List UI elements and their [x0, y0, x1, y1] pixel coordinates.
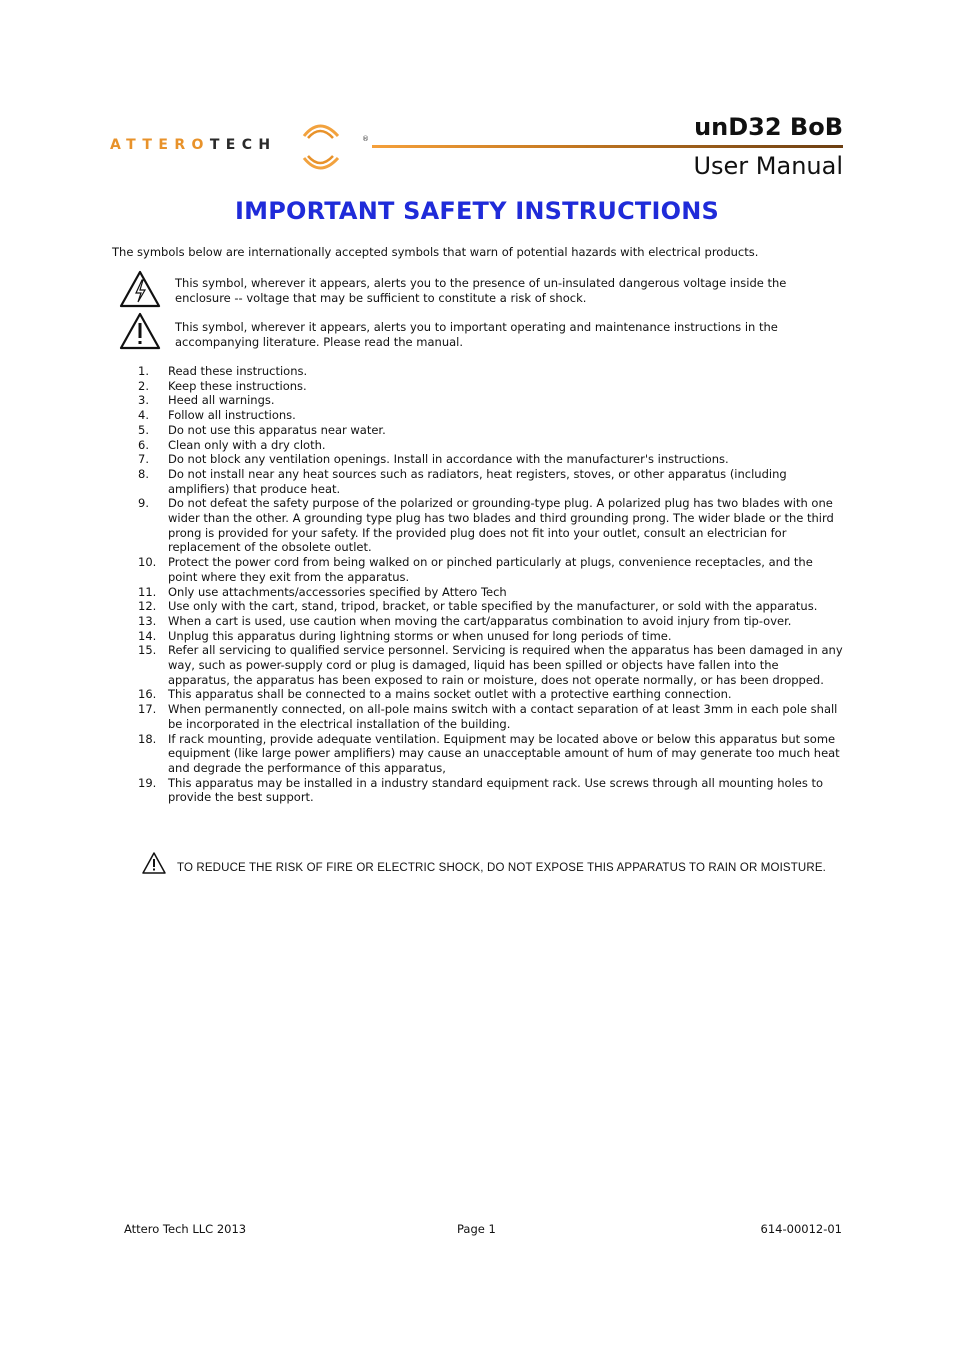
list-item-text: Heed all warnings.: [168, 393, 275, 408]
list-item-number: 11.: [138, 584, 157, 599]
list-item: [138, 702, 843, 731]
list-item-number: 18.: [138, 731, 157, 746]
list-item-number: 8.: [138, 466, 149, 481]
list-item: [138, 555, 843, 584]
caution-icon: [141, 851, 167, 875]
company-logo: [110, 118, 375, 178]
list-item: [138, 599, 843, 614]
list-item-text: Only use attachments/accessories specified by Attero Tech: [168, 584, 507, 599]
safety-instructions-list: [138, 364, 843, 805]
list-item-text: Unplug this apparatus during lightning storms or when unused for long periods of time.: [168, 628, 672, 643]
exclamation-warning-icon: [118, 311, 162, 351]
list-item-text: Read these instructions.: [168, 364, 308, 378]
list-item-number: 12.: [138, 599, 157, 614]
list-item-number: 5.: [138, 422, 149, 437]
list-item-number: 13.: [138, 613, 157, 628]
list-item-text: If rack mounting, provide adequate ventilation. Equipment may be located above or below this apparatus but some equipment (like large power amplifiers) may cause an unacceptable amount of hum of may generate too much heat and degrade the performance of this apparatus,: [168, 731, 840, 775]
list-item: [138, 687, 843, 702]
logo-wordmark-attero: ATTERO: [110, 137, 210, 153]
page-heading: IMPORTANT SAFETY INSTRUCTIONS: [235, 197, 719, 225]
list-item-text: Use only with the cart, stand, tripod, bracket, or table specified by the manufacturer, or sold with the apparatus.: [168, 599, 818, 614]
manual-title: User Manual: [693, 152, 843, 180]
list-item: [138, 467, 843, 496]
list-item-number: 9.: [138, 496, 149, 511]
symbol-description-voltage: This symbol, wherever it appears, alerts you to the presence of un-insulated dangerous voltage inside the enclosure -- voltage that may be sufficient to constitute a risk of shock.: [175, 276, 787, 305]
footer-document-number: 614-00012-01: [760, 1222, 842, 1236]
logo-registered-mark: ®: [362, 135, 369, 143]
list-item-text: This apparatus shall be connected to a mains socket outlet with a protective earthing connection.: [168, 687, 732, 702]
list-item: [138, 614, 843, 629]
list-item: [138, 438, 843, 453]
list-item: [138, 629, 843, 644]
list-item: [138, 364, 843, 379]
list-item-text: Follow all instructions.: [168, 408, 296, 423]
list-item-number: 17.: [138, 702, 157, 717]
lightning-warning-icon: [118, 269, 162, 309]
list-item: [138, 496, 843, 555]
list-item-text: Keep these instructions.: [168, 378, 307, 393]
intro-text: The symbols below are internationally accepted symbols that warn of potential hazards with electrical products.: [112, 245, 759, 259]
logo-swoosh-icon: [296, 118, 346, 176]
list-item-number: 16.: [138, 687, 157, 702]
list-item-number: 1.: [138, 364, 149, 378]
list-item-number: 6.: [138, 437, 149, 452]
header-divider: [372, 145, 843, 148]
list-item-text: Do not install near any heat sources such as radiators, heat registers, stoves, or other apparatus (including amplifiers) that produce heat.: [168, 466, 787, 496]
list-item-number: 19.: [138, 775, 157, 790]
fire-shock-warning: TO REDUCE THE RISK OF FIRE OR ELECTRIC SHOCK, DO NOT EXPOSE THIS APPARATUS TO RAIN OR MOISTURE.: [177, 862, 826, 874]
list-item-number: 14.: [138, 628, 157, 643]
list-item-number: 3.: [138, 393, 149, 408]
logo-wordmark-tech: TECH: [209, 137, 277, 153]
list-item-number: 15.: [138, 643, 157, 658]
list-item: [138, 452, 843, 467]
list-item-text: When a cart is used, use caution when moving the cart/apparatus combination to avoid injury from tip-over.: [168, 613, 792, 628]
list-item-text: Protect the power cord from being walked on or pinched particularly at plugs, convenience receptacles, and the point where they exit from the apparatus.: [168, 555, 813, 584]
list-item-text: Do not defeat the safety purpose of the polarized or grounding-type plug. A polarized plug has two blades with one wider than the other. A grounding type plug has two blades and third grounding prong. The wider blade or the third prong is provided for your safety. If the provided plug does not fit into your outlet, consult an electrician for replacement of the obsolete outlet.: [168, 496, 834, 555]
list-item-number: 2.: [138, 378, 149, 393]
logo-wordmark: [110, 137, 277, 153]
list-item: [138, 643, 843, 687]
list-item-text: Clean only with a dry cloth.: [168, 437, 326, 452]
footer-page-number: Page 1: [457, 1222, 496, 1236]
product-title: unD32 BoB: [694, 113, 843, 141]
symbol-description-manual: This symbol, wherever it appears, alerts you to important operating and maintenance instructions in the accompanying literature. Please read the manual.: [175, 320, 778, 349]
list-item: [138, 732, 843, 776]
list-item: [138, 408, 843, 423]
list-item-text: Do not block any ventilation openings. Install in accordance with the manufacturer's instructions.: [168, 452, 729, 467]
list-item-number: 4.: [138, 408, 149, 423]
footer-company: Attero Tech LLC 2013: [124, 1222, 247, 1236]
list-item: [138, 393, 843, 408]
list-item-text: When permanently connected, on all-pole mains switch with a contact separation of at least 3mm in each pole shall be incorporated in the electrical installation of the building.: [168, 702, 838, 731]
list-item-number: 7.: [138, 452, 149, 467]
list-item-text: This apparatus may be installed in a industry standard equipment rack. Use screws through all mounting holes to provide the best support.: [168, 775, 824, 805]
list-item-number: 10.: [138, 555, 157, 570]
list-item-text: Refer all servicing to qualified service personnel. Servicing is required when the apparatus has been damaged in any way, such as power-supply cord or plug is damaged, liquid has been spilled or objects have fallen into the apparatus, the apparatus has been exposed to rain or moisture, does not operate normally, or has been dropped.: [168, 643, 843, 687]
list-item: [138, 776, 843, 805]
list-item-text: Do not use this apparatus near water.: [168, 422, 386, 437]
list-item: [138, 423, 843, 438]
list-item: [138, 585, 843, 600]
list-item: [138, 379, 843, 394]
